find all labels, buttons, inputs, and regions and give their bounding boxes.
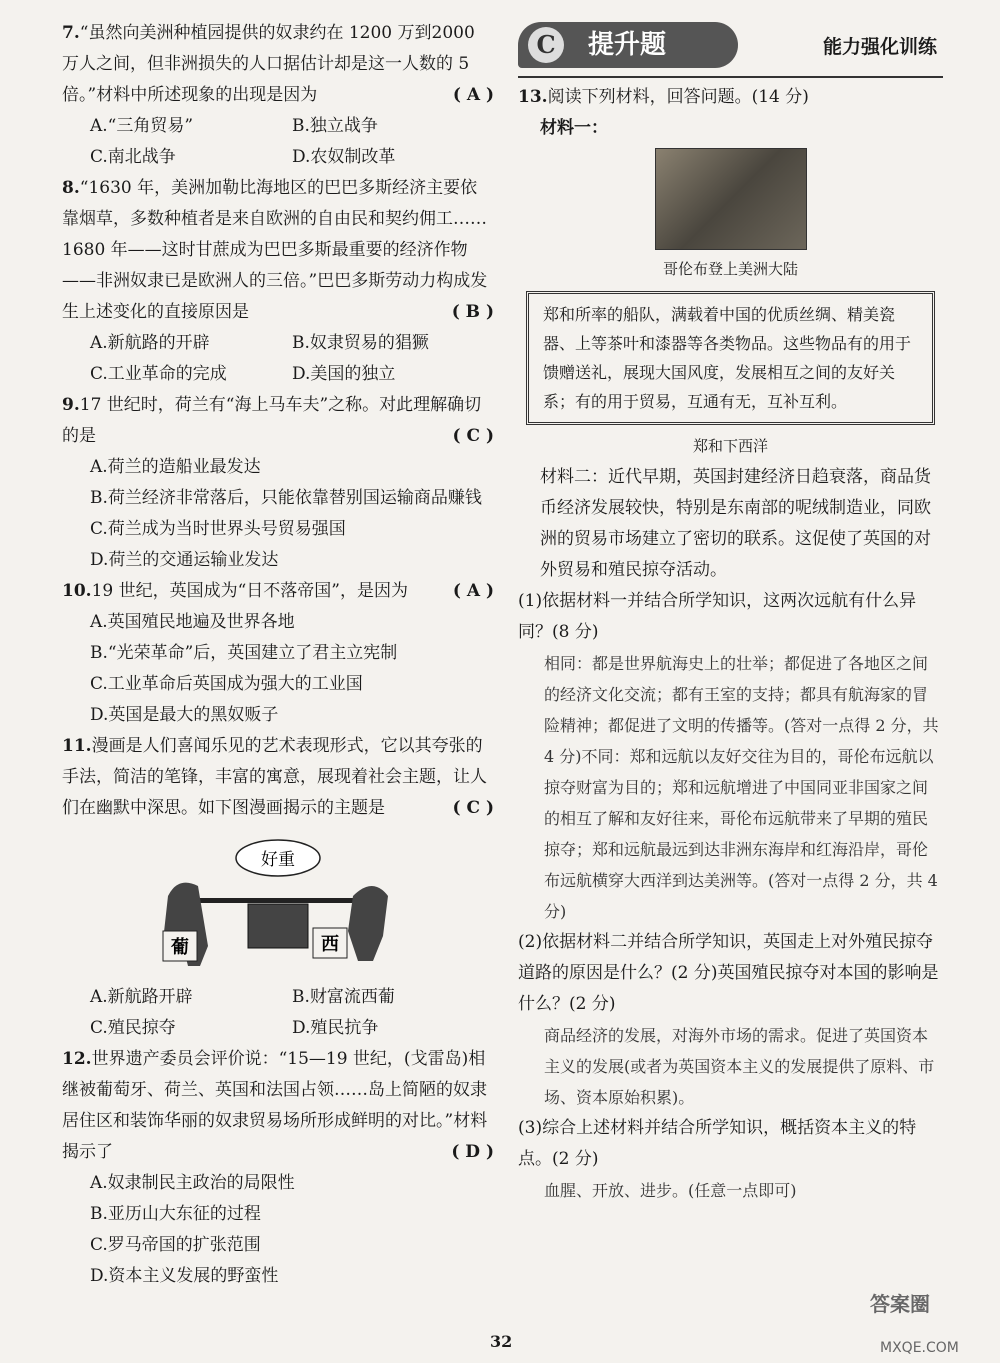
option-a: A.英国殖民地遍及世界各地 <box>90 612 295 632</box>
answer-mark: ( C ) <box>452 798 494 818</box>
question-number: 12. <box>62 1049 92 1069</box>
option-c: C.工业革命的完成 <box>90 364 227 384</box>
question-number: 7. <box>62 23 80 43</box>
option-d: D.美国的独立 <box>292 364 396 384</box>
option-d: D.殖民抗争 <box>292 1018 379 1038</box>
options <box>62 607 494 731</box>
option-b: B.亚历山大东征的过程 <box>90 1204 261 1224</box>
answer-mark: ( A ) <box>452 581 494 601</box>
right-figure <box>348 886 388 961</box>
answer-mark: ( C ) <box>452 426 494 446</box>
question-number: 13. <box>518 87 548 107</box>
question-text: “虽然向美洲种植园提供的奴隶约在 1200 万到2000 万人之间，但非洲损失的人口据估计却是这一人数的 5 倍。”材料中所述现象的出现是因为 <box>62 23 475 105</box>
option-a: A.新航路的开辟 <box>90 333 210 353</box>
watermark-url: MXQE.COM <box>880 1340 959 1356</box>
question-number: 11. <box>62 736 92 756</box>
answer-mark: ( D ) <box>451 1142 494 1162</box>
bubble-text: 好重 <box>261 850 295 870</box>
question-10 <box>62 576 494 731</box>
question-12 <box>62 1044 494 1292</box>
question-text: 阅读下列材料，回答问题。(14 分) <box>547 87 809 107</box>
option-d: D.资本主义发展的野蛮性 <box>90 1266 279 1286</box>
option-a: A.荷兰的造船业最发达 <box>90 457 261 477</box>
option-b: B.“光荣革命”后，英国建立了君主立宪制 <box>90 643 398 663</box>
left-figure-label: 葡 <box>171 937 189 958</box>
question-number: 9. <box>62 395 80 415</box>
watermark-logo: 答案圈 <box>870 1292 930 1316</box>
question-text: 世界遗产委员会评价说：“15—19 世纪，(戈雷岛)相继被葡萄牙、荷兰、英国和法国占领……岛上简陋的奴隶居住区和装饰华丽的奴隶贸易场所形成鲜明的对比。”材料揭示了 <box>62 1049 488 1162</box>
comic-illustration <box>153 836 403 976</box>
question-number: 8. <box>62 178 80 198</box>
right-figure-label: 西 <box>321 934 339 955</box>
right-column <box>518 18 943 1206</box>
question-text: 19 世纪，英国成为“日不落帝国”，是因为 <box>91 581 408 601</box>
treasure-box <box>248 904 308 948</box>
answer-2: 商品经济的发展，对海外市场的需求。促进了英国资本主义的发展(或者为英国资本主义的发展提供了原料、市场、资本原始积累)。 <box>544 1026 935 1107</box>
answer-mark: ( B ) <box>451 302 494 322</box>
answer-mark: ( A ) <box>452 85 494 105</box>
option-d: D.农奴制改革 <box>292 147 396 167</box>
carrying-pole <box>173 898 383 903</box>
sub-question-2: (2)依据材料二并结合所学知识，英国走上对外殖民掠夺道路的原因是什么？(2 分)英国殖民掠夺对本国的影响是什么？(2 分) <box>518 932 939 1014</box>
badge-letter: C <box>528 27 564 63</box>
option-c: C.南北战争 <box>90 147 176 167</box>
option-c: C.工业革命后英国成为强大的工业国 <box>90 674 363 694</box>
option-c: C.殖民掠夺 <box>90 1018 176 1038</box>
option-a: A.新航路开辟 <box>90 987 193 1007</box>
question-13 <box>518 82 943 1206</box>
question-text: “1630 年，美洲加勒比海地区的巴巴多斯经济主要依靠烟草，多数种植者是来自欧洲的自由民和契约佣工……1680 年——这时甘蔗成为巴巴多斯最重要的经济作物——非洲奴隶已是欧洲人的三倍。”巴巴多斯劳动力构成发生上述变化的直接原因是 <box>62 178 488 322</box>
question-9 <box>62 390 494 576</box>
material-one-label: 材料一： <box>540 118 608 138</box>
options <box>62 452 494 576</box>
section-header <box>518 18 943 78</box>
option-c: C.罗马帝国的扩张范围 <box>90 1235 261 1255</box>
options <box>62 111 494 173</box>
option-c: C.荷兰成为当时世界头号贸易强国 <box>90 519 346 539</box>
options <box>62 982 494 1044</box>
question-text: 漫画是人们喜闻乐见的艺术表现形式，它以其夸张的手法，简洁的笔锋，丰富的寓意，展现着社会主题，让人们在幽默中深思。如下图漫画揭示的主题是 <box>62 736 487 818</box>
question-8 <box>62 173 494 390</box>
sub-question-1: (1)依据材料一并结合所学知识，这两次远航有什么异同？(8 分) <box>518 591 917 642</box>
question-7 <box>62 18 494 173</box>
option-a: A.“三角贸易” <box>90 116 194 136</box>
material-two: 材料二：近代早期，英国封建经济日趋衰落，商品货币经济发展较快，特别是东南部的呢绒制造业，同欧洲的贸易市场建立了密切的联系。这促使了英国的对外贸易和殖民掠夺活动。 <box>540 467 931 580</box>
question-11 <box>62 731 494 1044</box>
option-b: B.荷兰经济非常落后，只能依靠替别国运输商品赚钱 <box>90 488 482 508</box>
page-number: 32 <box>490 1332 513 1351</box>
section-title: 能力强化训练 <box>822 36 937 58</box>
badge-title: 提升题 <box>588 30 667 60</box>
option-b: B.奴隶贸易的猖獗 <box>292 333 429 353</box>
options <box>62 328 494 390</box>
question-text: 17 世纪时，荷兰有“海上马车夫”之称。对此理解确切的是 <box>62 395 482 446</box>
section-badge <box>518 22 738 68</box>
answer-3: 血腥、开放、进步。(任意一点即可) <box>544 1181 797 1200</box>
zheng-he-textbox: 郑和所率的船队，满载着中国的优质丝绸、精美瓷器、上等茶叶和漆器等各类物品。这些物品有的用于馈赠送礼，展现大国风度，发展相互之间的友好关系；有的用于贸易，互通有无，互补互利。 <box>526 291 935 425</box>
photo-caption: 哥伦布登上美洲大陆 <box>662 260 798 278</box>
option-b: B.财富流西葡 <box>292 987 395 1007</box>
left-column <box>62 18 494 1292</box>
textbox-caption: 郑和下西洋 <box>692 437 768 455</box>
question-number: 10. <box>62 581 92 601</box>
sub-question-3: (3)综合上述材料并结合所学知识，概括资本主义的特点。(2 分) <box>518 1118 917 1169</box>
answer-1: 相同：都是世界航海史上的壮举；都促进了各地区之间的经济文化交流；都有王室的支持；都具有航海家的冒险精神；都促进了文明的传播等。(答对一点得 2 分，共 4 分)不同：郑和远航以友好交往为目的，哥伦布远航以掠夺财富为目的；郑和远航增进了中国同亚非国家之间的相互了解和友好往来，哥伦布远航带来了早期的殖民掠夺；郑和远航最远到达非洲东海岸和红海沿岸，哥伦布远航横穿大西洋到达美洲等。(答对一点得 2 分，共 4 分) <box>544 654 939 921</box>
option-d: D.荷兰的交通运输业发达 <box>90 550 279 570</box>
option-d: D.英国是最大的黑奴贩子 <box>90 705 279 725</box>
options <box>62 1168 494 1292</box>
option-b: B.独立战争 <box>292 116 378 136</box>
columbus-photo <box>655 148 807 250</box>
option-a: A.奴隶制民主政治的局限性 <box>90 1173 295 1193</box>
